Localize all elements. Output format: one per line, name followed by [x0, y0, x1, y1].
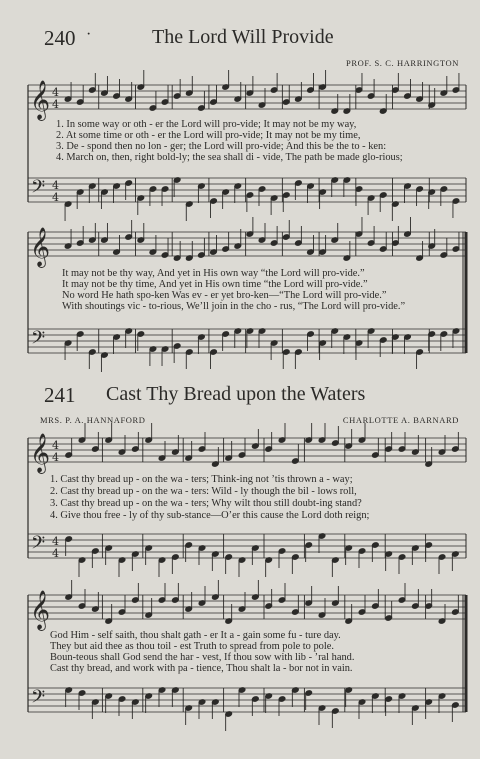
svg-text:𝄢: 𝄢 [31, 177, 46, 202]
hymn-240-composer: PROF. S. C. HARRINGTON [346, 58, 459, 68]
hymn-240-verse-1b: It may not be thy way, And yet in His own way “the Lord will pro-vide.” [62, 268, 365, 279]
svg-text:4: 4 [52, 98, 59, 111]
svg-text:𝄞: 𝄞 [30, 590, 51, 630]
hymn-241-verse-2b: They but aid thee as thou toil - est Truth to spread from pole to pole. [50, 641, 334, 652]
hymn-240-verse-3a: 3. De - spond then no lon - ger; the Lord will pro-vide; And this be the to - ken: [56, 141, 387, 152]
svg-text:4: 4 [52, 86, 59, 99]
hymn-240-verse-2b: It may not be thy time, And yet in His own time “the Lord will pro-vide.” [62, 279, 368, 290]
hymn-241-verse-4a: 4. Give thou free - ly of thy sub-stance—O’er this cause the Lord doth reign; [50, 510, 370, 521]
hymn-241-verse-1b: God Him - self saith, thou shalt gath - er It a - gain some fu - ture day. [50, 630, 341, 641]
svg-text:4: 4 [52, 451, 59, 464]
svg-text:𝄢: 𝄢 [31, 533, 46, 558]
hymn-240-verse-1a: 1. In some way or oth - er the Lord will pro-vide; It may not be my way, [56, 119, 357, 130]
svg-text:4: 4 [52, 439, 59, 452]
hymn-241-verse-4b: Cast thy bread, and work with pa - tience, Thou shalt la - bor not in vain. [50, 663, 353, 674]
hymn-241-author: MRS. P. A. HANNAFORD [40, 415, 146, 425]
svg-text:4: 4 [52, 179, 59, 192]
hymn-241-verse-3b: Boun-teous shall God send the har - vest, If thou sow with lib - ’ral hand. [50, 652, 355, 663]
hymn-240-verse-4b: With shoutings vic - to-rious, We’ll join in the cho - rus, “The Lord will pro-vide.” [62, 301, 406, 312]
hymn-241-composer: CHARLOTTE A. BARNARD [342, 415, 459, 425]
hymn-241-verse-1a: 1. Cast thy bread up - on the wa - ters; Think-ing not ’tis thrown a - way; [50, 474, 353, 485]
hymn-241-verse-3a: 3. Cast thy bread up - on the wa - ters; Why wilt thou still doubt-ing stand? [50, 498, 362, 509]
hymn-240-verse-2a: 2. At some time or oth - er the Lord will pro-vide; It may not be my time, [56, 130, 361, 141]
svg-text:4: 4 [52, 191, 59, 204]
hymn-240-number: 240 [44, 26, 76, 50]
svg-text:𝄢: 𝄢 [31, 687, 46, 712]
header-separator: · [86, 26, 92, 43]
hymn-240-verse-4a: 4. March on, then, right bold-ly; the sea shall di - vide, The path be made glo-rious; [56, 152, 403, 163]
svg-text:𝄞: 𝄞 [30, 80, 51, 120]
svg-text:4: 4 [52, 547, 59, 560]
svg-text:𝄞: 𝄞 [30, 227, 51, 267]
svg-text:4: 4 [52, 535, 59, 548]
svg-text:𝄢: 𝄢 [31, 328, 46, 353]
hymn-240-verse-3b: No word He hath spo-ken Was ev - er yet bro-ken—“The Lord will pro-vide.” [62, 290, 387, 301]
hymn-241-title: Cast Thy Bread upon the Waters [106, 383, 366, 405]
hymn-240-title: The Lord Will Provide [152, 26, 334, 48]
hymn-241-verse-2a: 2. Cast thy bread up - on the wa - ters: Wild - ly though the bil - lows roll, [50, 486, 357, 497]
hymn-241-number: 241 [44, 383, 76, 407]
svg-text:𝄞: 𝄞 [30, 433, 51, 473]
